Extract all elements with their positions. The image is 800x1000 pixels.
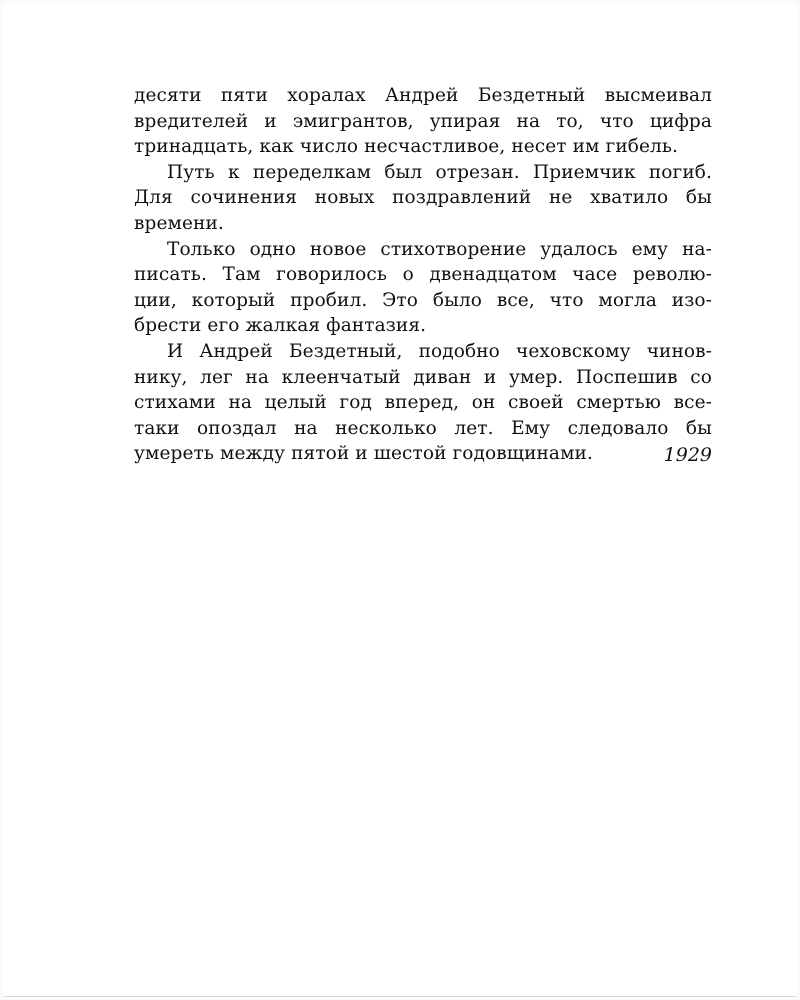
text-line: вредителей и эмигрантов, упирая на то, что цифра [134,110,712,132]
text-line: брести его жалкая фантазия. [134,315,427,337]
text-line: писать. Там говорилось о двенадцатом часе револю- [134,264,712,286]
text-line: И Андрей Бездетный, подобно чеховскому чинов- [167,340,712,362]
year-line: 1929 [663,444,712,466]
text-block [134,83,712,467]
text-line: Только одно новое стихотворение удалось ему на- [167,238,712,260]
text-line: ции, который пробил. Это было все, что могла изо- [134,289,712,311]
paragraph [134,83,712,160]
text-line: Для сочинения новых поздравлений не хватило бы [134,187,712,209]
text-line: времени. [134,212,224,234]
paragraph [134,160,712,237]
text-line: Путь к переделкам был отрезан. Приемчик погиб. [167,161,712,183]
text-line: нику, лег на клеенчатый диван и умер. Поспешив со [134,366,712,388]
text-line: десяти пяти хоралах Андрей Бездетный высмеивал [134,85,712,106]
scan-edge-line [4,996,796,997]
text-line: умереть между пятой и шестой годовщинами. [134,443,593,465]
text-line: тринадцать, как число несчастливое, несет им гибель. [134,136,679,158]
text-line: стихами на целый год вперед, он своей смертью все- [134,392,712,414]
paragraph [134,237,712,339]
text-line: таки опоздал на несколько лет. Ему следовало бы [134,417,712,439]
